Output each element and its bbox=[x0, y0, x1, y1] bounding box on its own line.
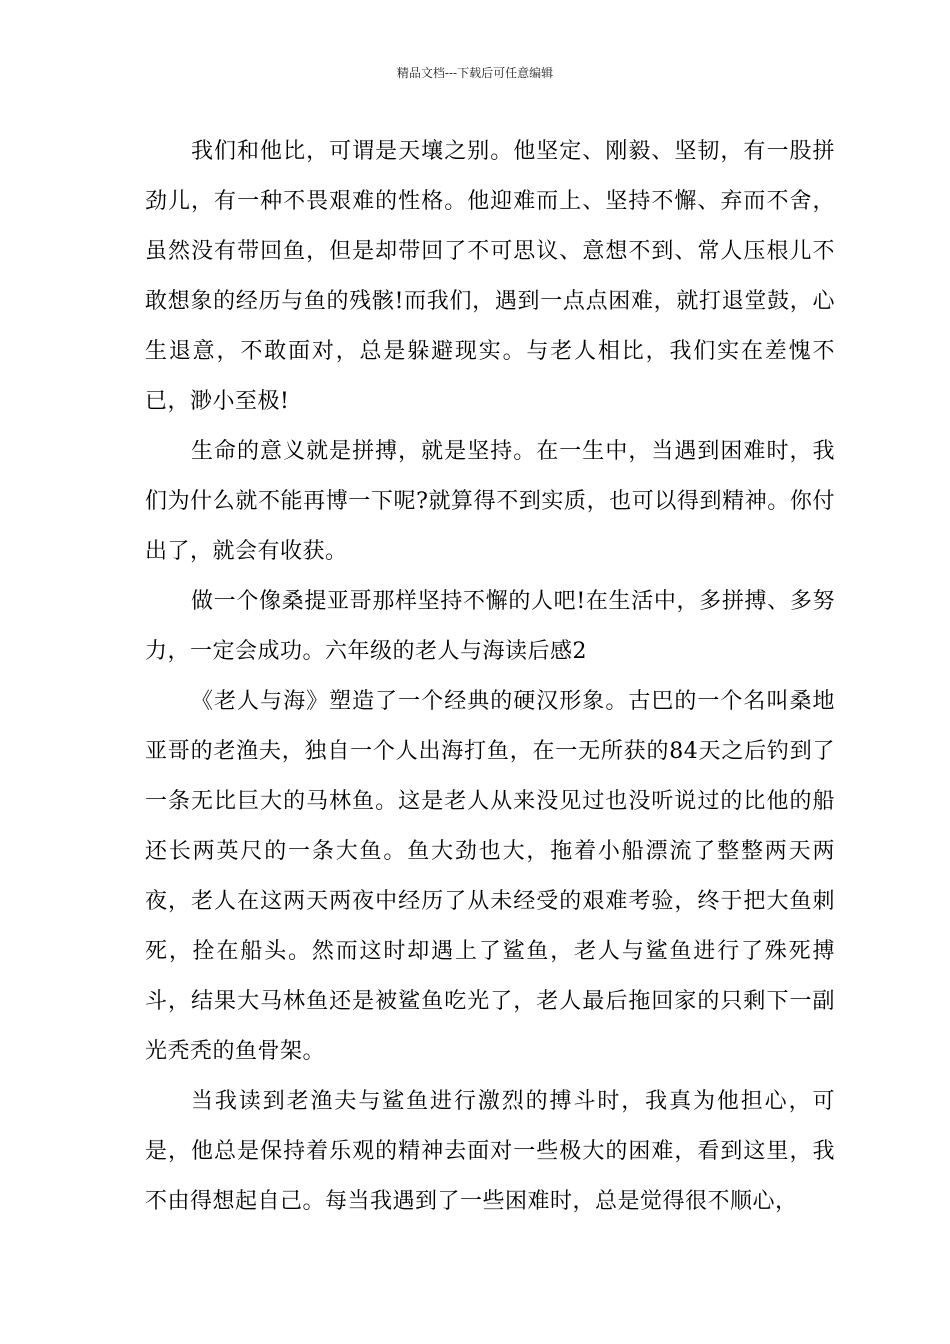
paragraph: 我们和他比，可谓是天壤之别。他坚定、刚毅、坚韧，有一股拼劲儿，有一种不畏艰难的性格。他迎难而上、坚持不懈、弃而不舍，虽然没有带回鱼，但是却带回了不可思议、意想不到、常人压根儿不敢想象的经历与鱼的残骸!而我们，遇到一点点困难，就打退堂鼓，心生退意，不敢面对，总是躲避现实。与老人相比，我们实在差愧不已，渺小至极! bbox=[145, 139, 835, 414]
paragraph: 当我读到老渔夫与鲨鱼进行激烈的搏斗时，我真为他担心，可是，他总是保持着乐观的精神去面对一些极大的困难，看到这里，我不由得想起自己。每当我遇到了一些困难时，总是觉得很不顺心， bbox=[145, 1089, 835, 1214]
paragraph: 生命的意义就是拼搏，就是坚持。在一生中，当遇到困难时，我们为什么就不能再博一下呢?就算得不到实质，也可以得到精神。你付出了，就会有收获。 bbox=[145, 439, 835, 564]
paragraph: 《老人与海》塑造了一个经典的硬汉形象。古巴的一个名叫桑地亚哥的老渔夫，独自一个人出海打鱼，在一无所获的84天之后钓到了一条无比巨大的马林鱼。这是老人从来没见过也没听说过的比他的船还长两英尺的一条大鱼。鱼大劲也大，拖着小船漂流了整整两天两夜，老人在这两天两夜中经历了从未经受的艰难考验，终于把大鱼刺死，拴在船头。然而这时却遇上了鲨鱼，老人与鲨鱼进行了殊死搏斗，结果大马林鱼还是被鲨鱼吃光了，老人最后拖回家的只剩下一副光秃秃的鱼骨架。 bbox=[145, 689, 835, 1064]
document-body bbox=[145, 127, 835, 1227]
page-header: 精品文档---下载后可任意编辑 bbox=[396, 66, 554, 80]
paragraph: 做一个像桑提亚哥那样坚持不懈的人吧!在生活中，多拼搏、多努力，一定会成功。六年级的老人与海读后感2 bbox=[145, 589, 835, 664]
